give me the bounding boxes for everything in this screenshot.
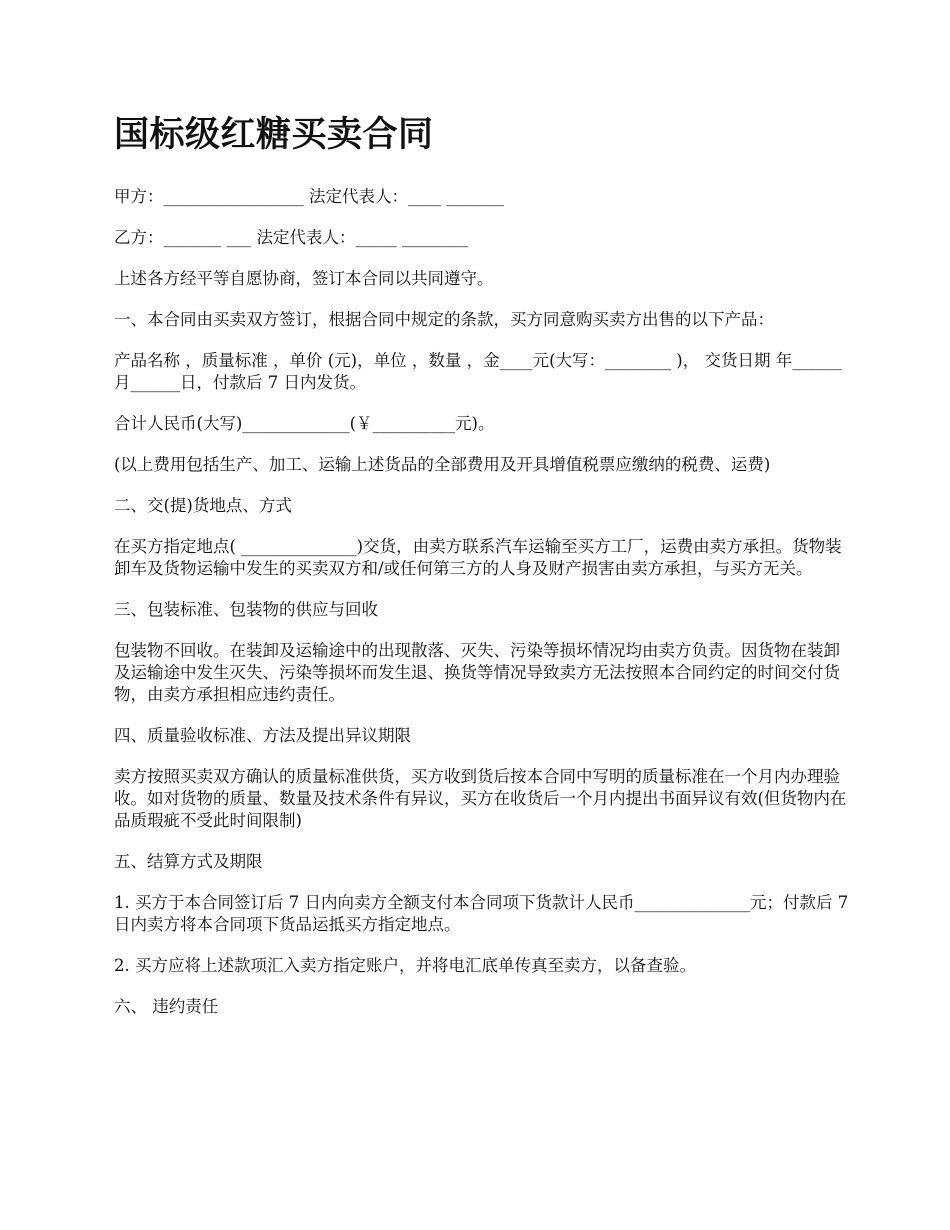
party-a-line: 甲方：_________________ 法定代表人：____ _______: [114, 187, 504, 206]
product-details-paragraph: 产品名称 ，质量标准 ，单价 (元)，单位 ，数量 ，金____元(大写：________ )， 交货日期 年______月______日，付款后 7 日内发货。: [114, 351, 842, 392]
payment-clause-1: 1. 买方于本合同签订后 7 日内向卖方全额支付本合同项下货款计人民币______________元；付款后 7 日内卖方将本合同项下货品运抵买方指定地点。: [114, 893, 849, 934]
section-6-heading: 六、 违约责任: [114, 997, 219, 1016]
section-5-heading: 五、结算方式及期限: [114, 852, 263, 871]
document-title: 国标级红糖买卖合同: [114, 114, 434, 155]
section-1-heading: 一、本合同由买卖双方签订，根据合同中规定的条款，买方同意购买卖方出售的以下产品：: [114, 310, 774, 329]
document-page: [114, 112, 849, 1037]
section-2-heading: 二、交(提)货地点、方式: [114, 496, 292, 515]
delivery-paragraph: 在买方指定地点( ______________)交货，由卖方联系汽车运输至买方工厂，运费由卖方承担。货物装卸车及货物运输中发生的买卖双方和/或任何第三方的人身及财产损害由卖方承担，与买方无关。: [114, 537, 842, 578]
preamble-paragraph: 上述各方经平等自愿协商，签订本合同以共同遵守。: [114, 269, 494, 288]
section-4-heading: 四、质量验收标准、方法及提出异议期限: [114, 726, 411, 745]
payment-clause-2: 2. 买方应将上述款项汇入卖方指定账户，并将电汇底单传真至卖方，以备查验。: [114, 956, 696, 975]
party-b-line: 乙方：_______ ___ 法定代表人：_____ ________: [114, 228, 468, 247]
packaging-paragraph: 包装物不回收。在装卸及运输途中的出现散落、灭失、污染等损坏情况均由卖方负责。因货物在装卸及运输途中发生灭失、污染等损坏而发生退、换货等情况导致卖方无法按照本合同约定的时间交付货物，由卖方承担相应违约责任。: [114, 641, 840, 704]
total-amount-line: 合计人民币(大写)_____________(￥__________元)。: [114, 414, 495, 433]
section-3-heading: 三、包装标准、包装物的供应与回收: [114, 600, 378, 619]
fee-note-paragraph: (以上费用包括生产、加工、运输上述货品的全部费用及开具增值税票应缴纳的税费、运费): [114, 455, 771, 474]
quality-paragraph: 卖方按照买卖双方确认的质量标准供货，买方收到货后按本合同中写明的质量标准在一个月内办理验收。如对货物的质量、数量及技术条件有异议，买方在收货后一个月内提出书面异议有效(但货物内在品质瑕疵不受此时间限制): [114, 767, 847, 830]
